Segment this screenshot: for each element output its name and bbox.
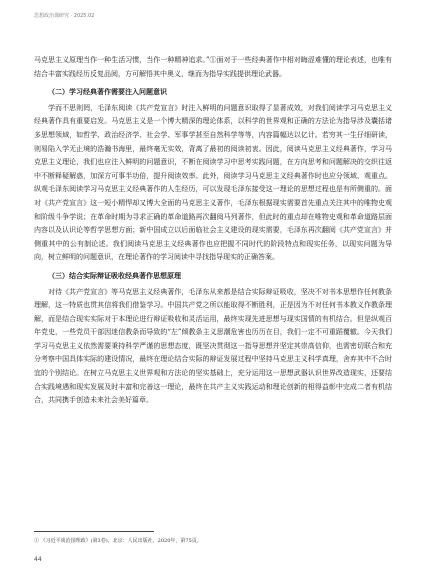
- article-body: [34, 54, 392, 408]
- footnote-divider: [34, 531, 154, 532]
- journal-header: 思想政治课研究 · 2025.02: [34, 13, 95, 19]
- section-heading-2: （二）学习经典著作需要注入问题意识: [48, 88, 167, 97]
- page-number: 44: [34, 556, 42, 563]
- footnote: ① 《习近平谈治国理政》(第3卷)，北京：人民出版社，2020年，第75页。: [34, 538, 202, 544]
- section-3-paragraph: 对待《共产党宣言》等马克思主义经典著作，毛泽东从来都是结合实际辩证吸收，坚决不对书本思想作任何教条理解，这一特质也贯其信将我们借鉴学习。中国共产党之所以能取得不断胜利，正是因为不对任何书本教义作教条理解，而是结合现实实际对于本理论进行辩证吸收和灵活运用，最终实现先进思想与现实国情的有机结合。但是纵观百年党史，一些党员干部因迷信教条而导致的“左”倾教条主义思潮危害也历历在目，我们一定不可重蹈覆辙。今天我们学习马克思主义依然需要秉持科学严谨的思想态度，既坚决贯彻这一指导思想并坚定其崇高信仰，也需密切联合和充分考察中国具体实际的建设情况，最终在理论结合实际的辩证发展过程中坚持马克思主义科学真理，舍弃其中不合时宜的个别结论。在树立马克思主义世界观和方法论的坚实基础上，充分运用这一思想武器认识世界改造现实，还要结合实践境遇和现实发展及时丰富和完善这一理论，最终在共产主义实践运动和理论创新的相得益彰中完成二者有机结合，共同携手创造未来社会美好篇章。: [34, 287, 392, 405]
- section-2-paragraph: 学而不思则罔，毛泽东阅读《共产党宣言》时注入鲜明的问题意识取得了显著成效，对我们阅读学习马克思主义经典著作具有重要启发。马克思主义是一个博大精深的理论体系，以科学的世界观和正确的方法论为指导涉及囊括诸多思想领域，如哲学、政治经济学、社会学、军事学甚至自然科学等等，内容篇幅达以亿计。若穷其一生仔细研读，则易陷入学无止境的浩瀚书海里，最终毫无实效，背离了最初的阅读初衷。因此，阅读马克思主义经典著作，学习马克思主义理论，我们也应注入鲜明的问题意识，不断在阅读学习中思考实践问题，在方向思考和问题解决的交织往返中不断释疑解惑，加深方可事半功倍，提升阅读效率。此外，阅读学习马克思主义经典著作时也应分领域、观重点。纵观毛泽东阅读学习马克思主义经典著作的人生经历，可以发现毛泽东接受这一理论的思想过程也是有所侧重的。面对《共产党宣言》这一短小精悍却又博大全面的马克思主义著作，毛泽东根据现实需要首先重点关注其中的唯物史观和阶级斗争学说；在革命时期为寻求正确的革命道路再次翻阅马列著作，但此时的重点却在唯物史观和革命道路层面内容以及认识论等哲学思想方面；新中国成立以后面临社会主义建设的现实需要，毛泽东再次翻阅《共产党宣言》并侧重其中的公有制论述。我们阅读马克思主义经典著作也应把握不同时代的阶段特点和现实任务，以现实问题为导向，树立鲜明的问题意识，在理论著作的学习阅读中寻找指导现实的正确答案。: [34, 103, 392, 262]
- section-heading-3: （三）结合实际辩证吸收经典著作思想原理: [48, 271, 181, 280]
- intro-paragraph: 马克思主义原理当作一种生活习惯，当作一种精神追求。”①面对于一些经典著作中相对晦涩难懂的理论表述，也唯有结合丰富实践经历反复品阅，方可解悟其中奥义，继而为指导实践提供理论武器。: [34, 56, 392, 78]
